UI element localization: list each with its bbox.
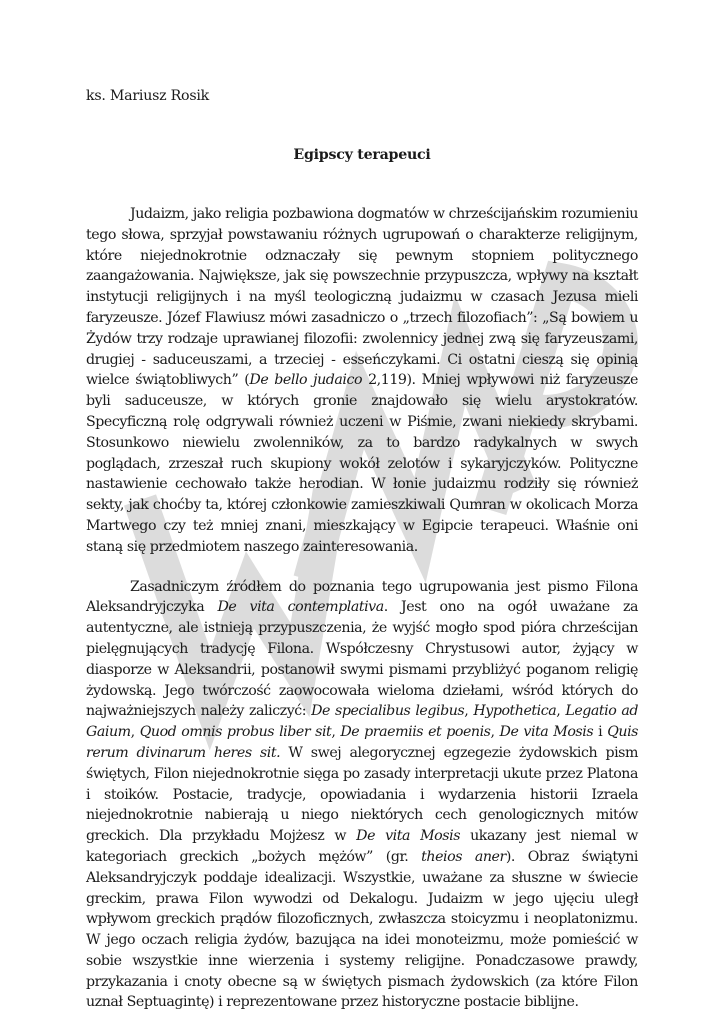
paragraph-2 bbox=[86, 577, 638, 1014]
italic-title-run: Quod omnis probus liber sit bbox=[139, 724, 332, 741]
italic-title-run: De vita Mosis bbox=[499, 724, 594, 741]
text-run: , bbox=[490, 724, 500, 741]
text-run: ). Obraz świątyni Aleksandryjczyk poddaje idealizacji. Wszystkie, uważane za słuszne w świecie greckim, prawa Filon wywodzi od Dekalogu. Judaizm w jego ujęciu uległ wpływom greckich prądów filozoficznych, zwłaszcza stoicyzmu i neoplatonizmu. W jego oczach religia żydów, bazująca na idei monoteizmu, może pomieścić w sobie wszystkie inne wierzenia i systemy religijne. Ponadczasowe prawdy, przykazania i cnoty obecne są w świętych pismach żydowskich (za które Filon uznał Septuagintę) i reprezentowane przez historyczne postacie biblijne. bbox=[86, 848, 639, 1011]
italic-title-run: Legatio ad Gaium bbox=[86, 703, 638, 741]
text-run: 2,119). Mniej wpływowi niż faryzeusze byli saduceusze, w których gronie znajdowało się wielu arystokratów. Specyficzną rolę odgrywali również uczeni w Piśmie, zwani niekiedy skrybami. Stosunkowo niewielu zwolenników, za to bardzo radykalnych w swych poglądach, zrzeszał ruch skupiony wokół zelotów i sykaryjczyków. Polityczne nastawienie cechowało także herodian. W łonie judaizmu rodziły się również sekty, jak choćby ta, której członkowie zamieszkiwali Qumran w okolicach Morza Martwego czy też mniej znani, mieszkający w Egipcie terapeuci. Właśnie oni staną się przedmiotem naszego zainteresowania. bbox=[86, 372, 638, 555]
body-text bbox=[86, 204, 638, 1013]
text-run: Judaizm, jako religia pozbawiona dogmatów w chrześcijańskim rozumieniu tego słowa, sprzyjał powstawaniu różnych ugrupowań o charakterze religijnym, które niejednokrotnie odznaczały się pewnym stopniem politycznego zaangażowania. Największe, jak się powszechnie przypuszcza, wpływy na kształt instytucji religijnych i na myśl teologiczną judaizmu w czasach Jezusa mieli faryzeusze. Józef Flawiusz mówi zasadniczo o „trzech filozofiach”: „Są bowiem u Żydów trzy rodzaje uprawianej filozofii: zwolennicy jednej zwą się faryzeuszami, drugiej - saduceuszami, a trzeciej - esseńczykami. Ci ostatni cieszą się opinią wielce świątobliwych” ( bbox=[86, 206, 638, 389]
text-run: . Jest ono na ogół uważane za autentyczne, ale istnieją przypuszczenia, że wyjść mogło spod pióra chrześcijan pielęgnujących tradycję Filona. Współczesny Chrystusowi autor, żyjący w diasporze w Aleksandrii, postanowił swymi pismami przybliżyć poganom religię żydowską. Jego twórczość zaowocowała wieloma dziełami, wśród których do najważniejszych należy zaliczyć: bbox=[86, 599, 638, 720]
document-title: Egipscy terapeuci bbox=[293, 147, 431, 163]
italic-title-run: De bello judaico bbox=[249, 372, 363, 389]
text-run: ukazany jest niemal w kategoriach greckich „bożych mężów” (gr. bbox=[86, 828, 638, 865]
text-run: W swej alegorycznej egzegezie żydowskich pism świętych, Filon niejednokrotnie sięga po zasady interpretacji ukute przez Platona i stoików. Postacie, tradycje, opowiadania i wydarzenia historii Izraela niejednokrotnie nabierają u niego niektórych cech genologicznych mitów greckich. Dla przykładu Mojżesz w bbox=[86, 744, 638, 845]
italic-title-run: Quis rerum divinarum heres sit. bbox=[86, 724, 638, 761]
text-run: , bbox=[464, 703, 474, 720]
italic-title-run: De vita Mosis bbox=[356, 828, 461, 845]
italic-title-run: Hypothetica bbox=[473, 703, 557, 720]
italic-title-run: De praemiis et poenis bbox=[340, 724, 491, 741]
author-name: ks. Mariusz Rosik bbox=[86, 88, 209, 104]
italic-title-run: De specialibus legibus bbox=[311, 703, 465, 720]
text-run: , bbox=[331, 724, 341, 741]
text-run: i bbox=[593, 724, 608, 741]
italic-title-run: theios aner bbox=[421, 848, 506, 865]
text-run: Zasadniczym źródłem do poznania tego ugrupowania jest pismo Filona Aleksandryjczyka bbox=[86, 578, 638, 616]
text-run: , bbox=[556, 703, 566, 720]
paragraph-1 bbox=[86, 204, 638, 558]
italic-title-run: De vita contemplativa bbox=[217, 599, 384, 616]
text-run: , bbox=[130, 724, 140, 741]
